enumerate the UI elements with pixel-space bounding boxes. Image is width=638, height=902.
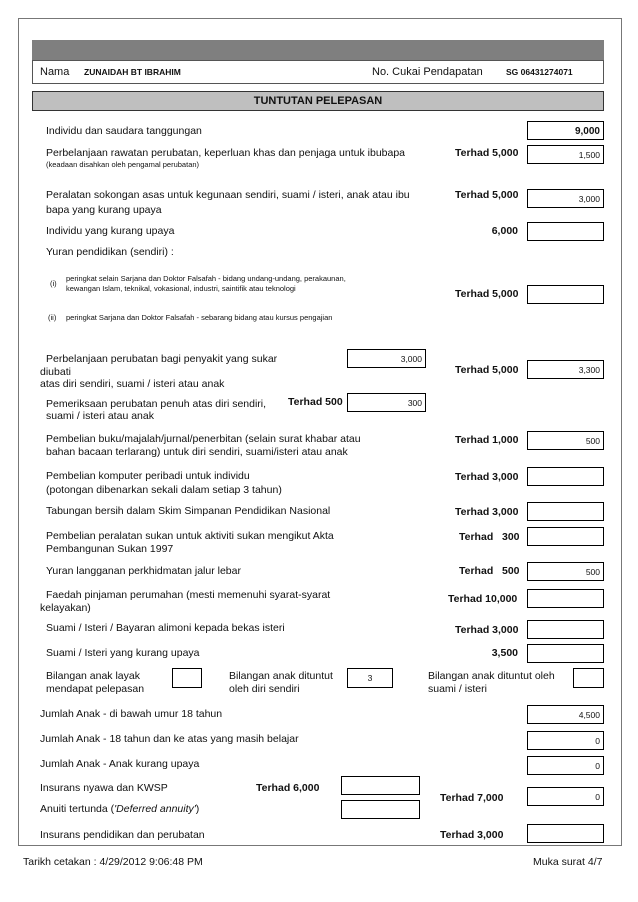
yuran-label: Yuran pendidikan (sendiri) : xyxy=(46,246,174,258)
sspn-limit: Terhad 3,000 xyxy=(455,506,519,518)
sukan-limit: Terhad 300 xyxy=(459,531,520,543)
perubatan-ibubapa-label: Perbelanjaan rawatan perubatan, keperluan khas dan penjaga untuk ibubapa xyxy=(46,147,406,159)
anak-suami-label-2: suami / isteri xyxy=(428,683,487,695)
suami-oku-amount: 3,500 xyxy=(491,647,518,659)
sspn-label: Tabungan bersih dalam Skim Simpanan Pendidikan Nasional xyxy=(46,505,331,517)
jalur-value: 500 xyxy=(527,562,604,581)
anak-oku-value: 0 xyxy=(527,756,604,775)
faedah-limit: Terhad 10,000 xyxy=(448,593,518,605)
yuran-i-marker: (i) xyxy=(50,279,57,288)
perubatan-ibubapa-value: 1,500 xyxy=(527,145,604,164)
oku-amount: 6,000 xyxy=(491,225,518,237)
anak-18-label: Jumlah Anak - di bawah umur 18 tahun xyxy=(40,708,223,720)
jalur-limit: Terhad 500 xyxy=(459,565,520,577)
anak-diri-label-1: Bilangan anak dituntut xyxy=(229,670,333,682)
faedah-box xyxy=(527,589,604,608)
print-date: Tarikh cetakan : 4/29/2012 9:06:48 PM xyxy=(23,856,203,868)
pemeriksaan-label-2: suami / isteri atau anak xyxy=(46,410,154,422)
oku-box xyxy=(527,222,604,241)
komputer-label-2: (potongan dibenarkan sekali dalam setiap 3 tahun) xyxy=(46,484,282,496)
anuiti-total-limit: Terhad 7,000 xyxy=(440,792,504,804)
penyakit-label-1: Perbelanjaan perubatan bagi penyakit yang sukar xyxy=(46,353,278,365)
nama-value: ZUNAIDAH BT IBRAHIM xyxy=(84,67,181,77)
individu-value: 9,000 xyxy=(527,121,604,140)
nama-label: Nama xyxy=(40,66,70,78)
anuiti-label: Anuiti tertunda ('Deferred annuity') xyxy=(40,803,200,815)
perubatan-total: 3,300 xyxy=(527,360,604,379)
page-number: Muka surat 4/7 xyxy=(533,856,603,868)
anuiti-total-value: 0 xyxy=(527,787,604,806)
tax-value: SG 06431274071 xyxy=(506,67,573,77)
anak-belajar-value: 0 xyxy=(527,731,604,750)
yuran-ii-marker: (ii) xyxy=(48,313,57,322)
sukan-box xyxy=(527,527,604,546)
faedah-label-2: kelayakan) xyxy=(40,602,91,614)
yuran-ii-text: peringkat Sarjana dan Doktor Falsafah - sebarang bidang atau kursus pengajian xyxy=(66,313,333,322)
insurans-limit: Terhad 6,000 xyxy=(256,782,320,794)
suami-oku-label: Suami / Isteri yang kurang upaya xyxy=(46,647,200,659)
sukan-label-2: Pembangunan Sukan 1997 xyxy=(46,543,174,555)
peralatan-label-2: bapa yang kurang upaya xyxy=(46,204,162,216)
alimoni-limit: Terhad 3,000 xyxy=(455,624,519,636)
pemeriksaan-limit: Terhad 500 xyxy=(288,396,343,408)
anak-suami-box xyxy=(573,668,604,688)
alimoni-label: Suami / Isteri / Bayaran alimoni kepada bekas isteri xyxy=(46,622,285,634)
perubatan-limit: Terhad 5,000 xyxy=(455,364,519,376)
sspn-box xyxy=(527,502,604,521)
sukan-label-1: Pembelian peralatan sukan untuk aktiviti sukan mengikut Akta xyxy=(46,530,334,542)
komputer-box xyxy=(527,467,604,486)
yuran-limit: Terhad 5,000 xyxy=(455,288,519,300)
anuiti-box xyxy=(341,800,420,819)
perubatan-ibubapa-limit: Terhad 5,000 xyxy=(455,147,519,159)
anak-suami-label-1: Bilangan anak dituntut oleh xyxy=(428,670,555,682)
penyakit-label-2: diubati xyxy=(40,366,71,378)
buku-label-2: bahan bacaan terlarang) untuk diri sendiri, suami/isteri atau anak xyxy=(46,446,348,458)
insurans-label: Insurans nyawa dan KWSP xyxy=(40,782,168,794)
peralatan-label-1: Peralatan sokongan asas untuk kegunaan sendiri, suami / isteri, anak atau ibu xyxy=(46,189,410,201)
anak-diri-label-2: oleh diri sendiri xyxy=(229,683,300,695)
buku-limit: Terhad 1,000 xyxy=(455,434,519,446)
pendidikan-limit: Terhad 3,000 xyxy=(440,829,504,841)
buku-label-1: Pembelian buku/majalah/jurnal/penerbitan (selain surat khabar atau xyxy=(46,433,361,445)
yuran-i-text-2: kewangan Islam, teknikal, vokasional, industri, saintifik atau teknologi xyxy=(66,284,296,293)
anak-belajar-label: Jumlah Anak - 18 tahun dan ke atas yang masih belajar xyxy=(40,733,299,745)
anak-diri-value: 3 xyxy=(347,668,393,688)
individu-label: Individu dan saudara tanggungan xyxy=(46,125,202,137)
insurans-box xyxy=(341,776,420,795)
pendidikan-box xyxy=(527,824,604,843)
perubatan-ibubapa-note: (keadaan disahkan oleh pengamal perubatan) xyxy=(46,160,200,169)
komputer-label-1: Pembelian komputer peribadi untuk individu xyxy=(46,470,250,482)
tax-label: No. Cukai Pendapatan xyxy=(372,66,483,78)
peralatan-value: 3,000 xyxy=(527,189,604,208)
anak-oku-label: Jumlah Anak - Anak kurang upaya xyxy=(40,758,200,770)
penyakit-label-3: atas diri sendiri, suami / isteri atau anak xyxy=(40,378,225,390)
pemeriksaan-label-1: Pemeriksaan perubatan penuh atas diri sendiri, xyxy=(46,398,267,410)
section-title: TUNTUTAN PELEPASAN xyxy=(253,95,383,107)
faedah-label-1: Faedah pinjaman perumahan (mesti memenuhi syarat-syarat xyxy=(46,589,331,601)
jalur-label: Yuran langganan perkhidmatan jalur lebar xyxy=(46,565,241,577)
buku-value: 500 xyxy=(527,431,604,450)
pendidikan-label: Insurans pendidikan dan perubatan xyxy=(40,829,205,841)
header-bar xyxy=(32,40,604,60)
yuran-box xyxy=(527,285,604,304)
anak-18-value: 4,500 xyxy=(527,705,604,724)
alimoni-box xyxy=(527,620,604,639)
anak-layak-label-2: mendapat pelepasan xyxy=(46,683,145,695)
yuran-i-text-1: peringkat selain Sarjana dan Doktor Falsafah - bidang undang-undang, perakaunan, xyxy=(66,274,346,283)
oku-label: Individu yang kurang upaya xyxy=(46,225,175,237)
penyakit-value: 3,000 xyxy=(347,349,426,368)
pemeriksaan-value: 300 xyxy=(347,393,426,412)
peralatan-limit: Terhad 5,000 xyxy=(455,189,519,201)
anak-layak-label-1: Bilangan anak layak xyxy=(46,670,140,682)
anak-layak-box xyxy=(172,668,202,688)
komputer-limit: Terhad 3,000 xyxy=(455,471,519,483)
suami-oku-box xyxy=(527,644,604,663)
